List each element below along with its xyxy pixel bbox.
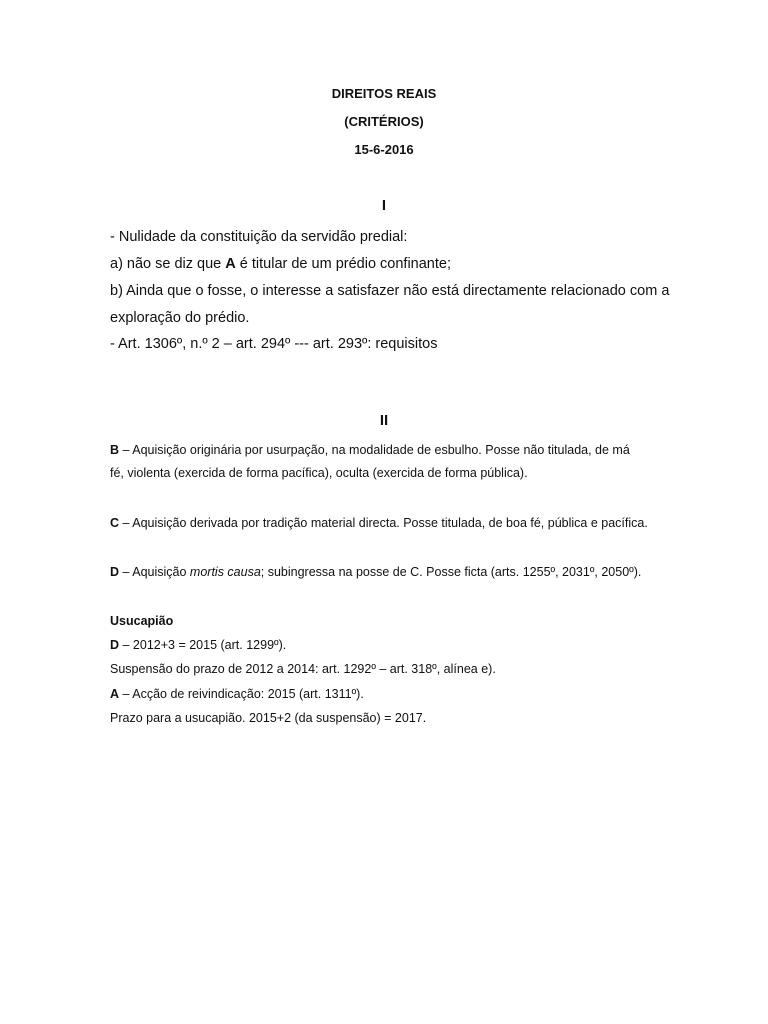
paragraph-line: exploração do prédio. <box>110 310 250 326</box>
paragraph-line: Prazo para a usucapião. 2015+2 (da suspensão) = 2017. <box>110 711 427 725</box>
text-run: ; subingressa na posse de C. Posse ficta (arts. 1255º, 2031º, 2050º). <box>260 565 642 579</box>
usucapiao-heading <box>110 613 173 629</box>
section-heading-ii: II <box>379 412 389 429</box>
bold-label: D <box>110 565 120 579</box>
text-run: – Aquisição <box>119 565 190 579</box>
bold-label: A <box>225 256 236 272</box>
paragraph-line: - Art. 1306º, n.º 2 – art. 294º --- art. 293º: requisitos <box>110 336 438 352</box>
paragraph-line <box>110 637 286 653</box>
paragraph-line <box>110 442 630 458</box>
bold-heading: Usucapião <box>110 614 174 628</box>
bold-label: C <box>110 516 120 530</box>
bold-label: B <box>110 443 120 457</box>
bold-label: A <box>110 687 120 701</box>
paragraph-line: b) Ainda que o fosse, o interesse a satisfazer não está directamente relacionado com a <box>110 283 670 299</box>
italic-text: mortis causa <box>189 565 261 579</box>
text-run: é titular de um prédio confinante; <box>235 256 451 272</box>
text-run: – 2012+3 = 2015 (art. 1299º). <box>119 638 287 652</box>
document-subtitle: (CRITÉRIOS) <box>344 114 424 129</box>
paragraph-line <box>110 564 641 580</box>
bold-label: D <box>110 638 120 652</box>
section-heading-i: I <box>381 197 387 214</box>
document-title: DIREITOS REAIS <box>331 86 437 101</box>
paragraph-line: fé, violenta (exercida de forma pacífica), oculta (exercida de forma pública). <box>110 466 528 480</box>
paragraph-line <box>110 255 451 273</box>
text-run: a) não se diz que <box>110 256 226 272</box>
paragraph-line <box>110 515 648 531</box>
text-run: – Aquisição derivada por tradição material directa. Posse titulada, de boa fé, pública e pacífica. <box>119 516 648 530</box>
paragraph-line <box>110 686 364 702</box>
paragraph-line: Suspensão do prazo de 2012 a 2014: art. 1292º – art. 318º, alínea e). <box>110 662 496 676</box>
paragraph-line: - Nulidade da constituição da servidão predial: <box>110 229 408 245</box>
document-date: 15-6-2016 <box>354 142 414 157</box>
text-run: – Aquisição originária por usurpação, na modalidade de esbulho. Posse não titulada, de má <box>119 443 630 457</box>
text-run: – Acção de reivindicação: 2015 (art. 1311º). <box>119 687 364 701</box>
